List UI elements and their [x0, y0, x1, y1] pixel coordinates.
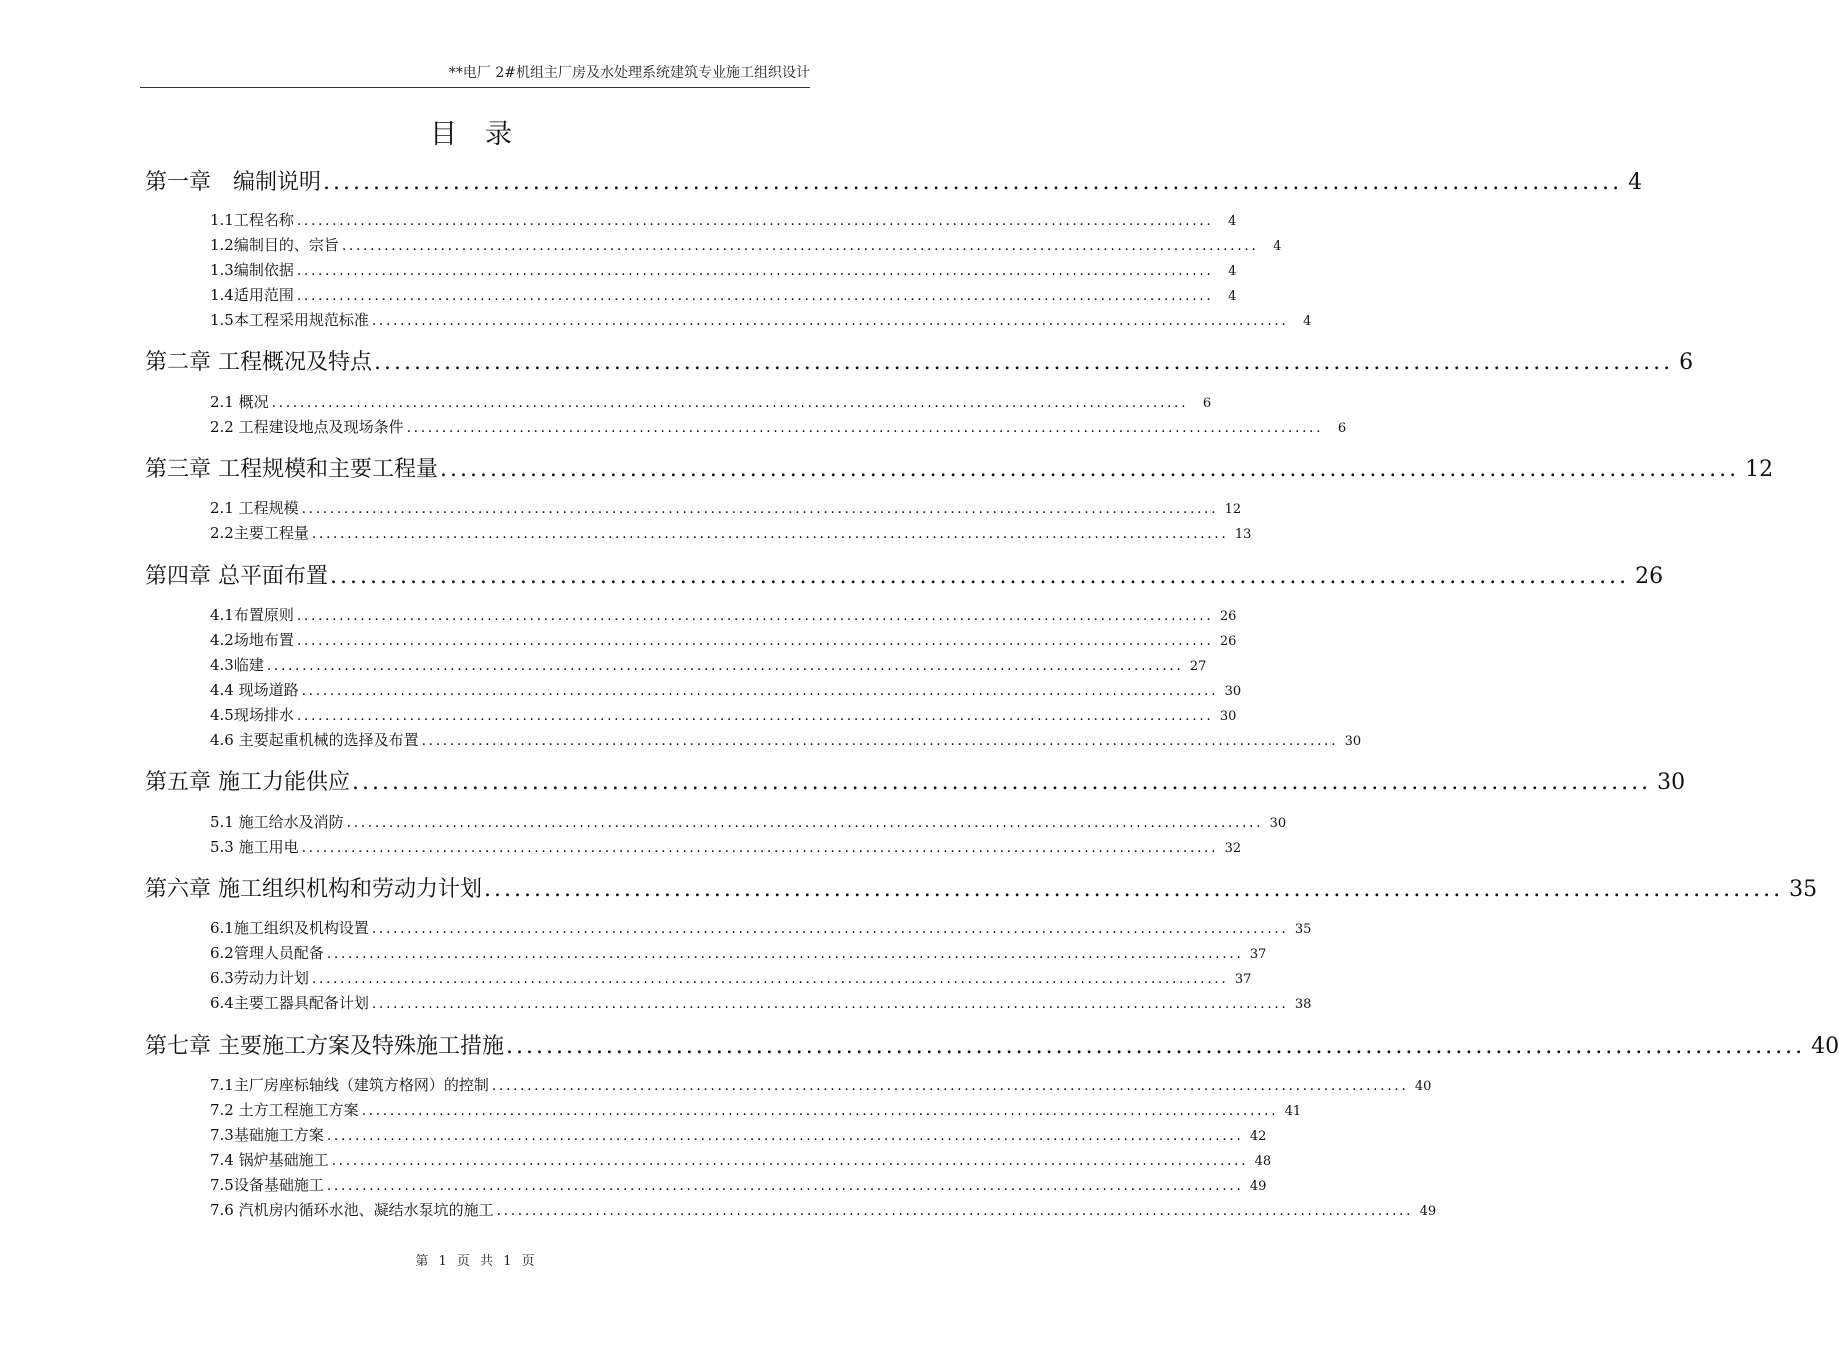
toc-chapter-1[interactable] [145, 165, 1643, 195]
dot-leader: .................................................................................................................................. [296, 708, 1214, 724]
dot-leader: .................................................................................................................................. [371, 921, 1289, 937]
toc-section-6-2[interactable] [210, 942, 1267, 964]
toc-page-number: 35 [1789, 877, 1818, 902]
toc-page-number: 6 [1679, 350, 1694, 375]
dot-leader: .................................................................................................................................. [326, 1178, 1244, 1194]
toc-page-number: 6 [1337, 421, 1347, 436]
toc-section-label: 1.4适用范围 [210, 286, 294, 304]
dot-leader: .................................................................................................................................. [371, 313, 1289, 329]
toc-chapter-4[interactable] [145, 559, 1664, 589]
dot-leader: .................................................................................................................................. [271, 395, 1189, 411]
toc-page-number: 49 [1419, 1204, 1437, 1219]
header-divider [140, 87, 810, 88]
toc-page-number: 6 [1202, 396, 1212, 411]
toc-page-number: 32 [1224, 841, 1242, 856]
toc-page-number: 27 [1189, 659, 1207, 674]
toc-chapter-label: 第六章 施工组织机构和劳动力计划 [145, 877, 482, 902]
toc-section-label: 6.2管理人员配备 [210, 944, 324, 962]
dot-leader: .................................................................................................................................. [296, 288, 1214, 304]
dot-leader: .................................................................................................................................. [406, 420, 1324, 436]
dot-leader: .................................................................................................................................. [361, 1103, 1279, 1119]
toc-chapter-3[interactable] [145, 452, 1774, 482]
toc-section-label: 2.1 概况 [210, 393, 269, 411]
toc-section-label: 1.2编制目的、宗旨 [210, 236, 339, 254]
toc-section-4-1[interactable] [210, 604, 1237, 626]
toc-section-label: 7.1主厂房座标轴线（建筑方格网）的控制 [210, 1076, 489, 1094]
toc-chapter-label: 第七章 主要施工方案及特殊施工措施 [145, 1034, 504, 1059]
dot-leader: .................................................................................................................................. [330, 564, 1630, 589]
dot-leader: .................................................................................................................................. [296, 633, 1214, 649]
toc-section-label: 4.1布置原则 [210, 606, 294, 624]
toc-section-label: 1.3编制依据 [210, 261, 294, 279]
toc-section-label: 6.4主要工器具配备计划 [210, 994, 369, 1012]
toc-chapter-label: 第二章 工程概况及特点 [145, 350, 372, 375]
dot-leader: .................................................................................................................................. [326, 946, 1244, 962]
toc-section-3-2[interactable] [210, 522, 1252, 544]
dot-leader: .................................................................................................................................. [496, 1203, 1414, 1219]
toc-section-label: 2.2 工程建设地点及现场条件 [210, 418, 404, 436]
toc-section-6-3[interactable] [210, 967, 1252, 989]
toc-page-number: 4 [1273, 239, 1282, 254]
dot-leader: .................................................................................................................................. [311, 526, 1229, 542]
toc-section-7-6[interactable] [210, 1199, 1437, 1221]
toc-page-number: 12 [1224, 502, 1242, 517]
toc-section-label: 6.1施工组织及机构设置 [210, 919, 369, 937]
toc-page-number: 30 [1657, 770, 1686, 795]
toc-section-4-3[interactable] [210, 654, 1207, 676]
toc-section-label: 1.5本工程采用规范标准 [210, 311, 369, 329]
toc-section-7-4[interactable] [210, 1149, 1272, 1171]
toc-section-label: 4.5现场排水 [210, 706, 294, 724]
toc-chapter-label: 第五章 施工力能供应 [145, 770, 350, 795]
toc-section-4-4[interactable] [210, 679, 1242, 701]
toc-section-7-3[interactable] [210, 1124, 1267, 1146]
toc-chapter-2[interactable] [145, 345, 1694, 375]
toc-section-label: 4.2场地布置 [210, 631, 294, 649]
toc-section-label: 4.6 主要起重机械的选择及布置 [210, 731, 419, 749]
toc-section-7-5[interactable] [210, 1174, 1267, 1196]
toc-page-number: 26 [1635, 564, 1664, 589]
running-header: **电厂 2#机组主厂房及水处理系统建筑专业施工组织设计 [448, 65, 810, 81]
toc-section-label: 7.6 汽机房内循环水池、凝结水泵坑的施工 [210, 1201, 494, 1219]
toc-section-7-1[interactable] [210, 1074, 1432, 1096]
toc-page-number: 38 [1294, 997, 1312, 1012]
dot-leader: .................................................................................................................................. [346, 815, 1264, 831]
dot-leader: .................................................................................................................................. [491, 1078, 1409, 1094]
toc-page-number: 42 [1249, 1129, 1267, 1144]
toc-section-label: 7.2 土方工程施工方案 [210, 1101, 359, 1119]
toc-section-3-1[interactable] [210, 497, 1242, 519]
toc-page-number: 37 [1249, 947, 1267, 962]
toc-page-number: 40 [1811, 1034, 1839, 1059]
toc-page-number: 4 [1628, 170, 1643, 195]
toc-section-label: 2.1 工程规模 [210, 499, 299, 517]
dot-leader: .................................................................................................................................. [374, 350, 1674, 375]
dot-leader: .................................................................................................................................. [341, 238, 1259, 254]
toc-page-number: 13 [1234, 527, 1252, 542]
toc-page-number: 4 [1228, 289, 1237, 304]
toc-page-number: 4 [1228, 264, 1237, 279]
toc-section-label: 7.4 锅炉基础施工 [210, 1151, 329, 1169]
dot-leader: .................................................................................................................................. [352, 770, 1652, 795]
toc-page-number: 37 [1234, 972, 1252, 987]
toc-section-label: 5.3 施工用电 [210, 838, 299, 856]
toc-section-6-4[interactable] [210, 992, 1312, 1014]
toc-page-number: 30 [1224, 684, 1242, 699]
toc-page-number: 49 [1249, 1179, 1267, 1194]
toc-section-4-5[interactable] [210, 704, 1237, 726]
dot-leader: .................................................................................................................................. [440, 457, 1740, 482]
toc-section-6-1[interactable] [210, 917, 1312, 939]
toc-section-7-2[interactable] [210, 1099, 1302, 1121]
toc-section-4-6[interactable] [210, 729, 1362, 751]
toc-section-1-1[interactable] [210, 209, 1237, 231]
toc-page-number: 41 [1284, 1104, 1302, 1119]
toc-section-label: 4.4 现场道路 [210, 681, 299, 699]
toc-title: 目录 [430, 119, 540, 150]
toc-page-number: 40 [1414, 1079, 1432, 1094]
dot-leader: .................................................................................................................................. [326, 1128, 1244, 1144]
dot-leader: .................................................................................................................................. [296, 213, 1214, 229]
dot-leader: .................................................................................................................................. [266, 658, 1184, 674]
toc-section-label: 5.1 施工给水及消防 [210, 813, 344, 831]
toc-page-number: 26 [1219, 609, 1237, 624]
toc-section-1-3[interactable] [210, 259, 1237, 281]
toc-page-number: 12 [1745, 457, 1774, 482]
toc-section-1-2[interactable] [210, 234, 1282, 256]
dot-leader: .................................................................................................................................. [301, 683, 1219, 699]
toc-section-4-2[interactable] [210, 629, 1237, 651]
toc-section-5-1[interactable] [210, 811, 1287, 833]
toc-page-number: 35 [1294, 922, 1312, 937]
page-footer: 第 1 页 共 1 页 [415, 1254, 535, 1269]
toc-section-label: 4.3临建 [210, 656, 264, 674]
toc-section-label: 6.3劳动力计划 [210, 969, 309, 987]
toc-page-number: 26 [1219, 634, 1237, 649]
toc-section-2-2[interactable] [210, 416, 1347, 438]
toc-page-number: 30 [1269, 816, 1287, 831]
toc-section-2-1[interactable] [210, 391, 1212, 413]
dot-leader: .................................................................................................................................. [371, 996, 1289, 1012]
toc-chapter-label: 第三章 工程规模和主要工程量 [145, 457, 438, 482]
toc-page-number: 48 [1254, 1154, 1272, 1169]
toc-section-label: 7.5设备基础施工 [210, 1176, 324, 1194]
dot-leader: .................................................................................................................................. [506, 1034, 1806, 1059]
dot-leader: .................................................................................................................................. [311, 971, 1229, 987]
dot-leader: .................................................................................................................................. [323, 170, 1623, 195]
toc-chapter-label: 第四章 总平面布置 [145, 564, 328, 589]
toc-section-label: 1.1工程名称 [210, 211, 294, 229]
toc-chapter-label: 第一章 编制说明 [145, 170, 322, 195]
dot-leader: .................................................................................................................................. [296, 263, 1214, 279]
toc-section-1-4[interactable] [210, 284, 1237, 306]
toc-section-5-3[interactable] [210, 836, 1242, 858]
toc-chapter-5[interactable] [145, 765, 1686, 795]
dot-leader: .................................................................................................................................. [301, 840, 1219, 856]
toc-section-1-5[interactable] [210, 309, 1312, 331]
toc-page-number: 4 [1228, 214, 1237, 229]
dot-leader: .................................................................................................................................. [331, 1153, 1249, 1169]
toc-section-label: 7.3基础施工方案 [210, 1126, 324, 1144]
dot-leader: .................................................................................................................................. [296, 608, 1214, 624]
toc-page-number: 30 [1344, 734, 1362, 749]
dot-leader: .................................................................................................................................. [421, 733, 1339, 749]
toc-chapter-6[interactable] [145, 872, 1818, 902]
toc-chapter-7[interactable] [145, 1029, 1839, 1059]
toc-section-label: 2.2主要工程量 [210, 524, 309, 542]
toc-page-number: 4 [1303, 314, 1312, 329]
toc-page-number: 30 [1219, 709, 1237, 724]
dot-leader: .................................................................................................................................. [484, 877, 1784, 902]
dot-leader: .................................................................................................................................. [301, 501, 1219, 517]
